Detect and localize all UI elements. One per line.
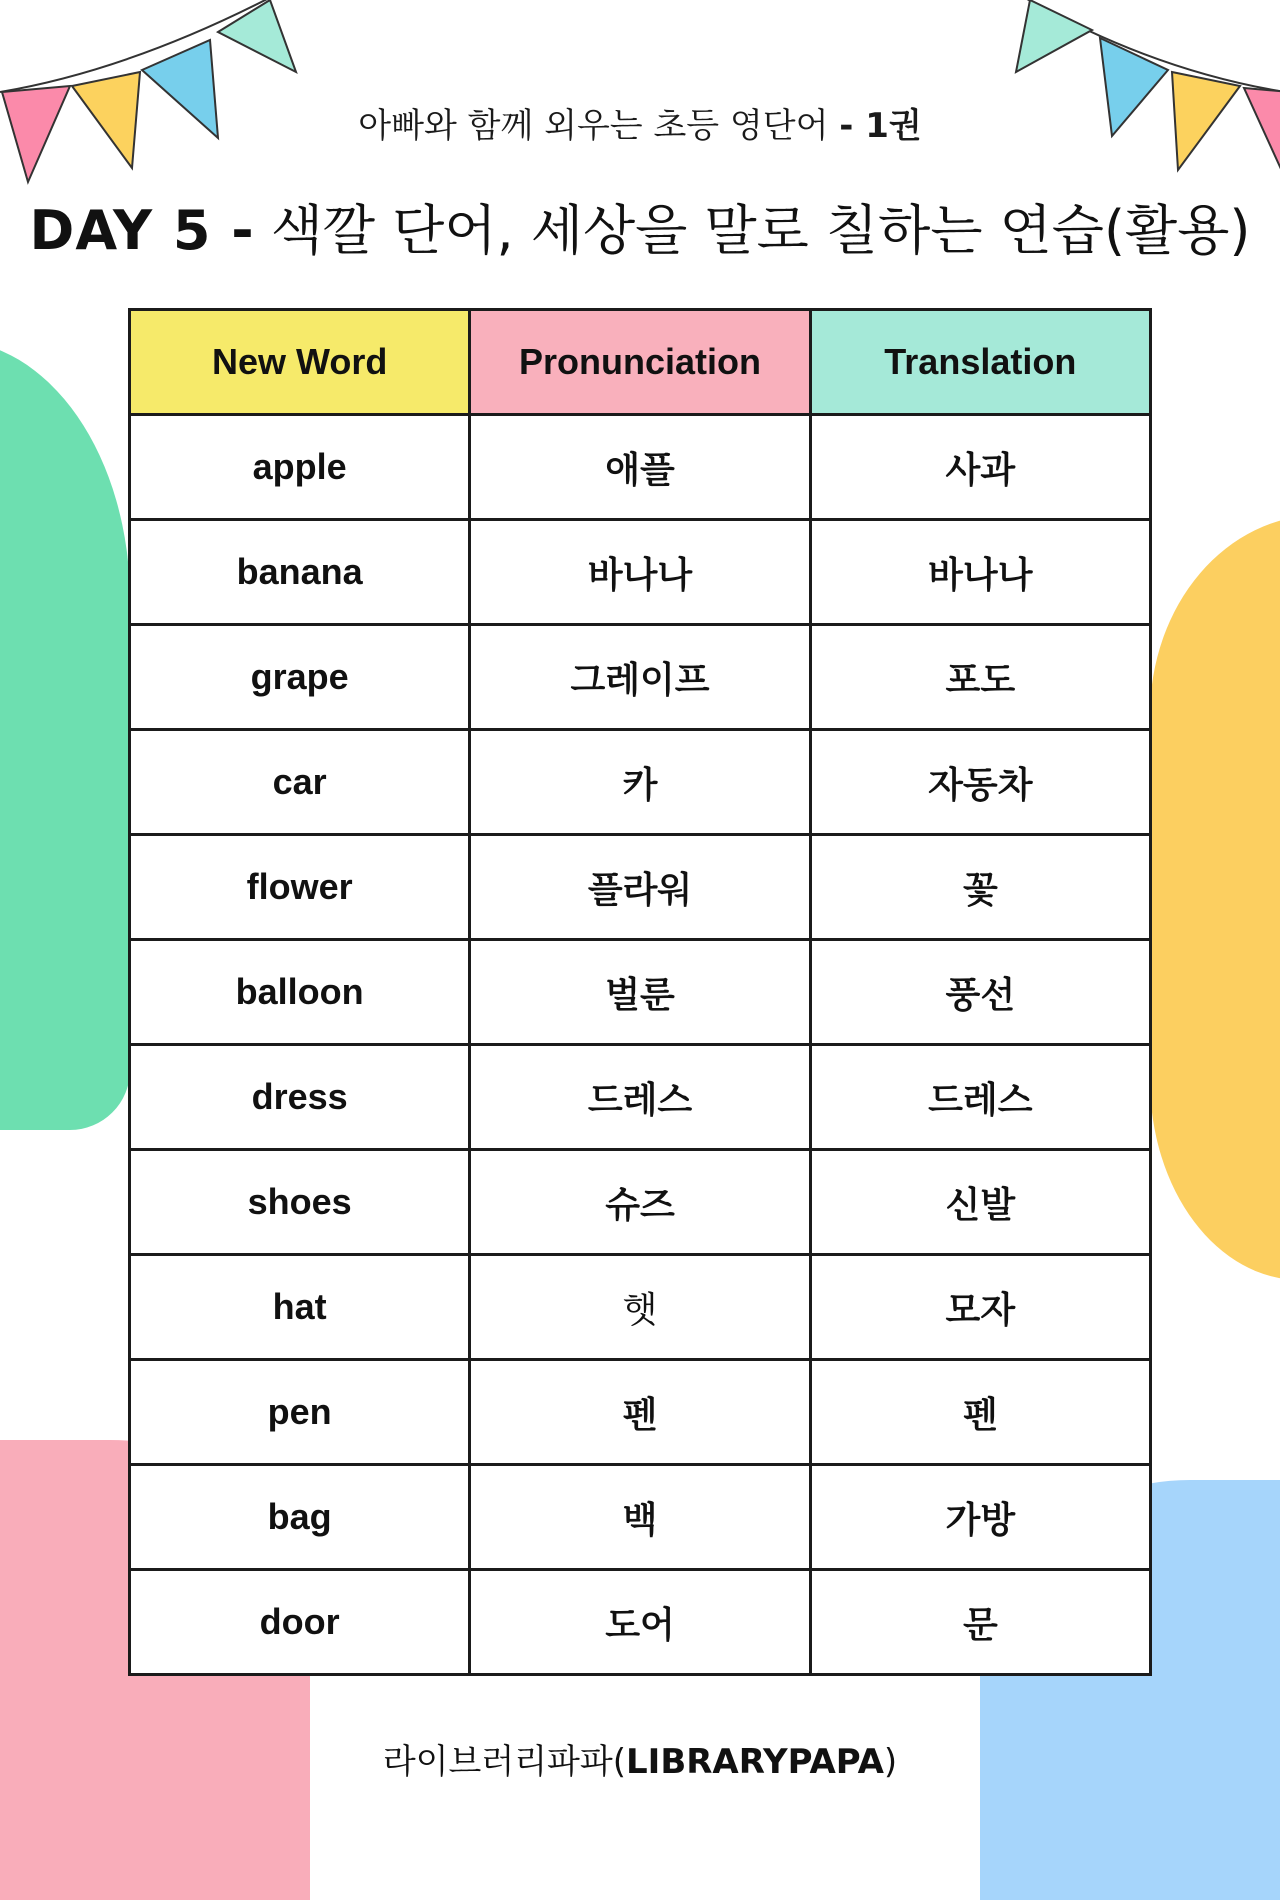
cell-translation: 펜 — [810, 1360, 1150, 1465]
header-new-word: New Word — [130, 310, 470, 415]
header-translation: Translation — [810, 310, 1150, 415]
cell-word: apple — [130, 415, 470, 520]
cell-word: door — [130, 1570, 470, 1675]
table-row — [130, 1360, 1151, 1465]
cell-pronunciation: 바나나 — [470, 520, 810, 625]
table-row — [130, 625, 1151, 730]
table-row — [130, 1255, 1151, 1360]
cell-translation: 신발 — [810, 1150, 1150, 1255]
title-day-label: DAY 5 - — [29, 199, 255, 262]
cell-translation: 바나나 — [810, 520, 1150, 625]
decorative-green-blob — [0, 340, 130, 1130]
table-row — [130, 520, 1151, 625]
cell-pronunciation: 펜 — [470, 1360, 810, 1465]
cell-word: balloon — [130, 940, 470, 1045]
table-row — [130, 1045, 1151, 1150]
cell-word: car — [130, 730, 470, 835]
cell-pronunciation: 슈즈 — [470, 1150, 810, 1255]
cell-pronunciation: 드레스 — [470, 1045, 810, 1150]
cell-word: bag — [130, 1465, 470, 1570]
footer-close: ) — [883, 1742, 898, 1782]
cell-pronunciation: 애플 — [470, 415, 810, 520]
table-row — [130, 940, 1151, 1045]
cell-word: flower — [130, 835, 470, 940]
subtitle-text: 아빠와 함께 외우는 초등 영단어 — [358, 106, 840, 146]
cell-word: grape — [130, 625, 470, 730]
cell-word: hat — [130, 1255, 470, 1360]
table-row — [130, 835, 1151, 940]
vocabulary-table — [128, 308, 1152, 1676]
cell-word: shoes — [130, 1150, 470, 1255]
page-title — [0, 188, 1280, 265]
cell-pronunciation: 햇 — [470, 1255, 810, 1360]
cell-translation: 문 — [810, 1570, 1150, 1675]
cell-pronunciation: 백 — [470, 1465, 810, 1570]
footer-brand — [0, 1734, 1280, 1783]
book-subtitle — [0, 98, 1280, 147]
cell-translation: 자동차 — [810, 730, 1150, 835]
cell-word: pen — [130, 1360, 470, 1465]
cell-translation: 드레스 — [810, 1045, 1150, 1150]
title-topic: 색깔 단어, 세상을 말로 칠하는 연습(활용) — [270, 199, 1251, 262]
cell-pronunciation: 카 — [470, 730, 810, 835]
footer-korean: 라이브러리파파( — [382, 1742, 627, 1782]
cell-pronunciation: 플라워 — [470, 835, 810, 940]
subtitle-volume: - 1권 — [839, 106, 922, 146]
cell-translation: 가방 — [810, 1465, 1150, 1570]
cell-pronunciation: 벌룬 — [470, 940, 810, 1045]
cell-pronunciation: 도어 — [470, 1570, 810, 1675]
cell-word: banana — [130, 520, 470, 625]
table-header-row — [130, 310, 1151, 415]
table-row — [130, 1570, 1151, 1675]
table-row — [130, 1150, 1151, 1255]
cell-translation: 사과 — [810, 415, 1150, 520]
table-row — [130, 1465, 1151, 1570]
cell-translation: 꽃 — [810, 835, 1150, 940]
cell-translation: 모자 — [810, 1255, 1150, 1360]
cell-translation: 포도 — [810, 625, 1150, 730]
decorative-yellow-blob — [1150, 515, 1280, 1280]
cell-translation: 풍선 — [810, 940, 1150, 1045]
header-pronunciation: Pronunciation — [470, 310, 810, 415]
table-row — [130, 730, 1151, 835]
cell-word: dress — [130, 1045, 470, 1150]
table-row — [130, 415, 1151, 520]
cell-pronunciation: 그레이프 — [470, 625, 810, 730]
footer-brand-name: LIBRARYPAPA — [626, 1742, 884, 1782]
